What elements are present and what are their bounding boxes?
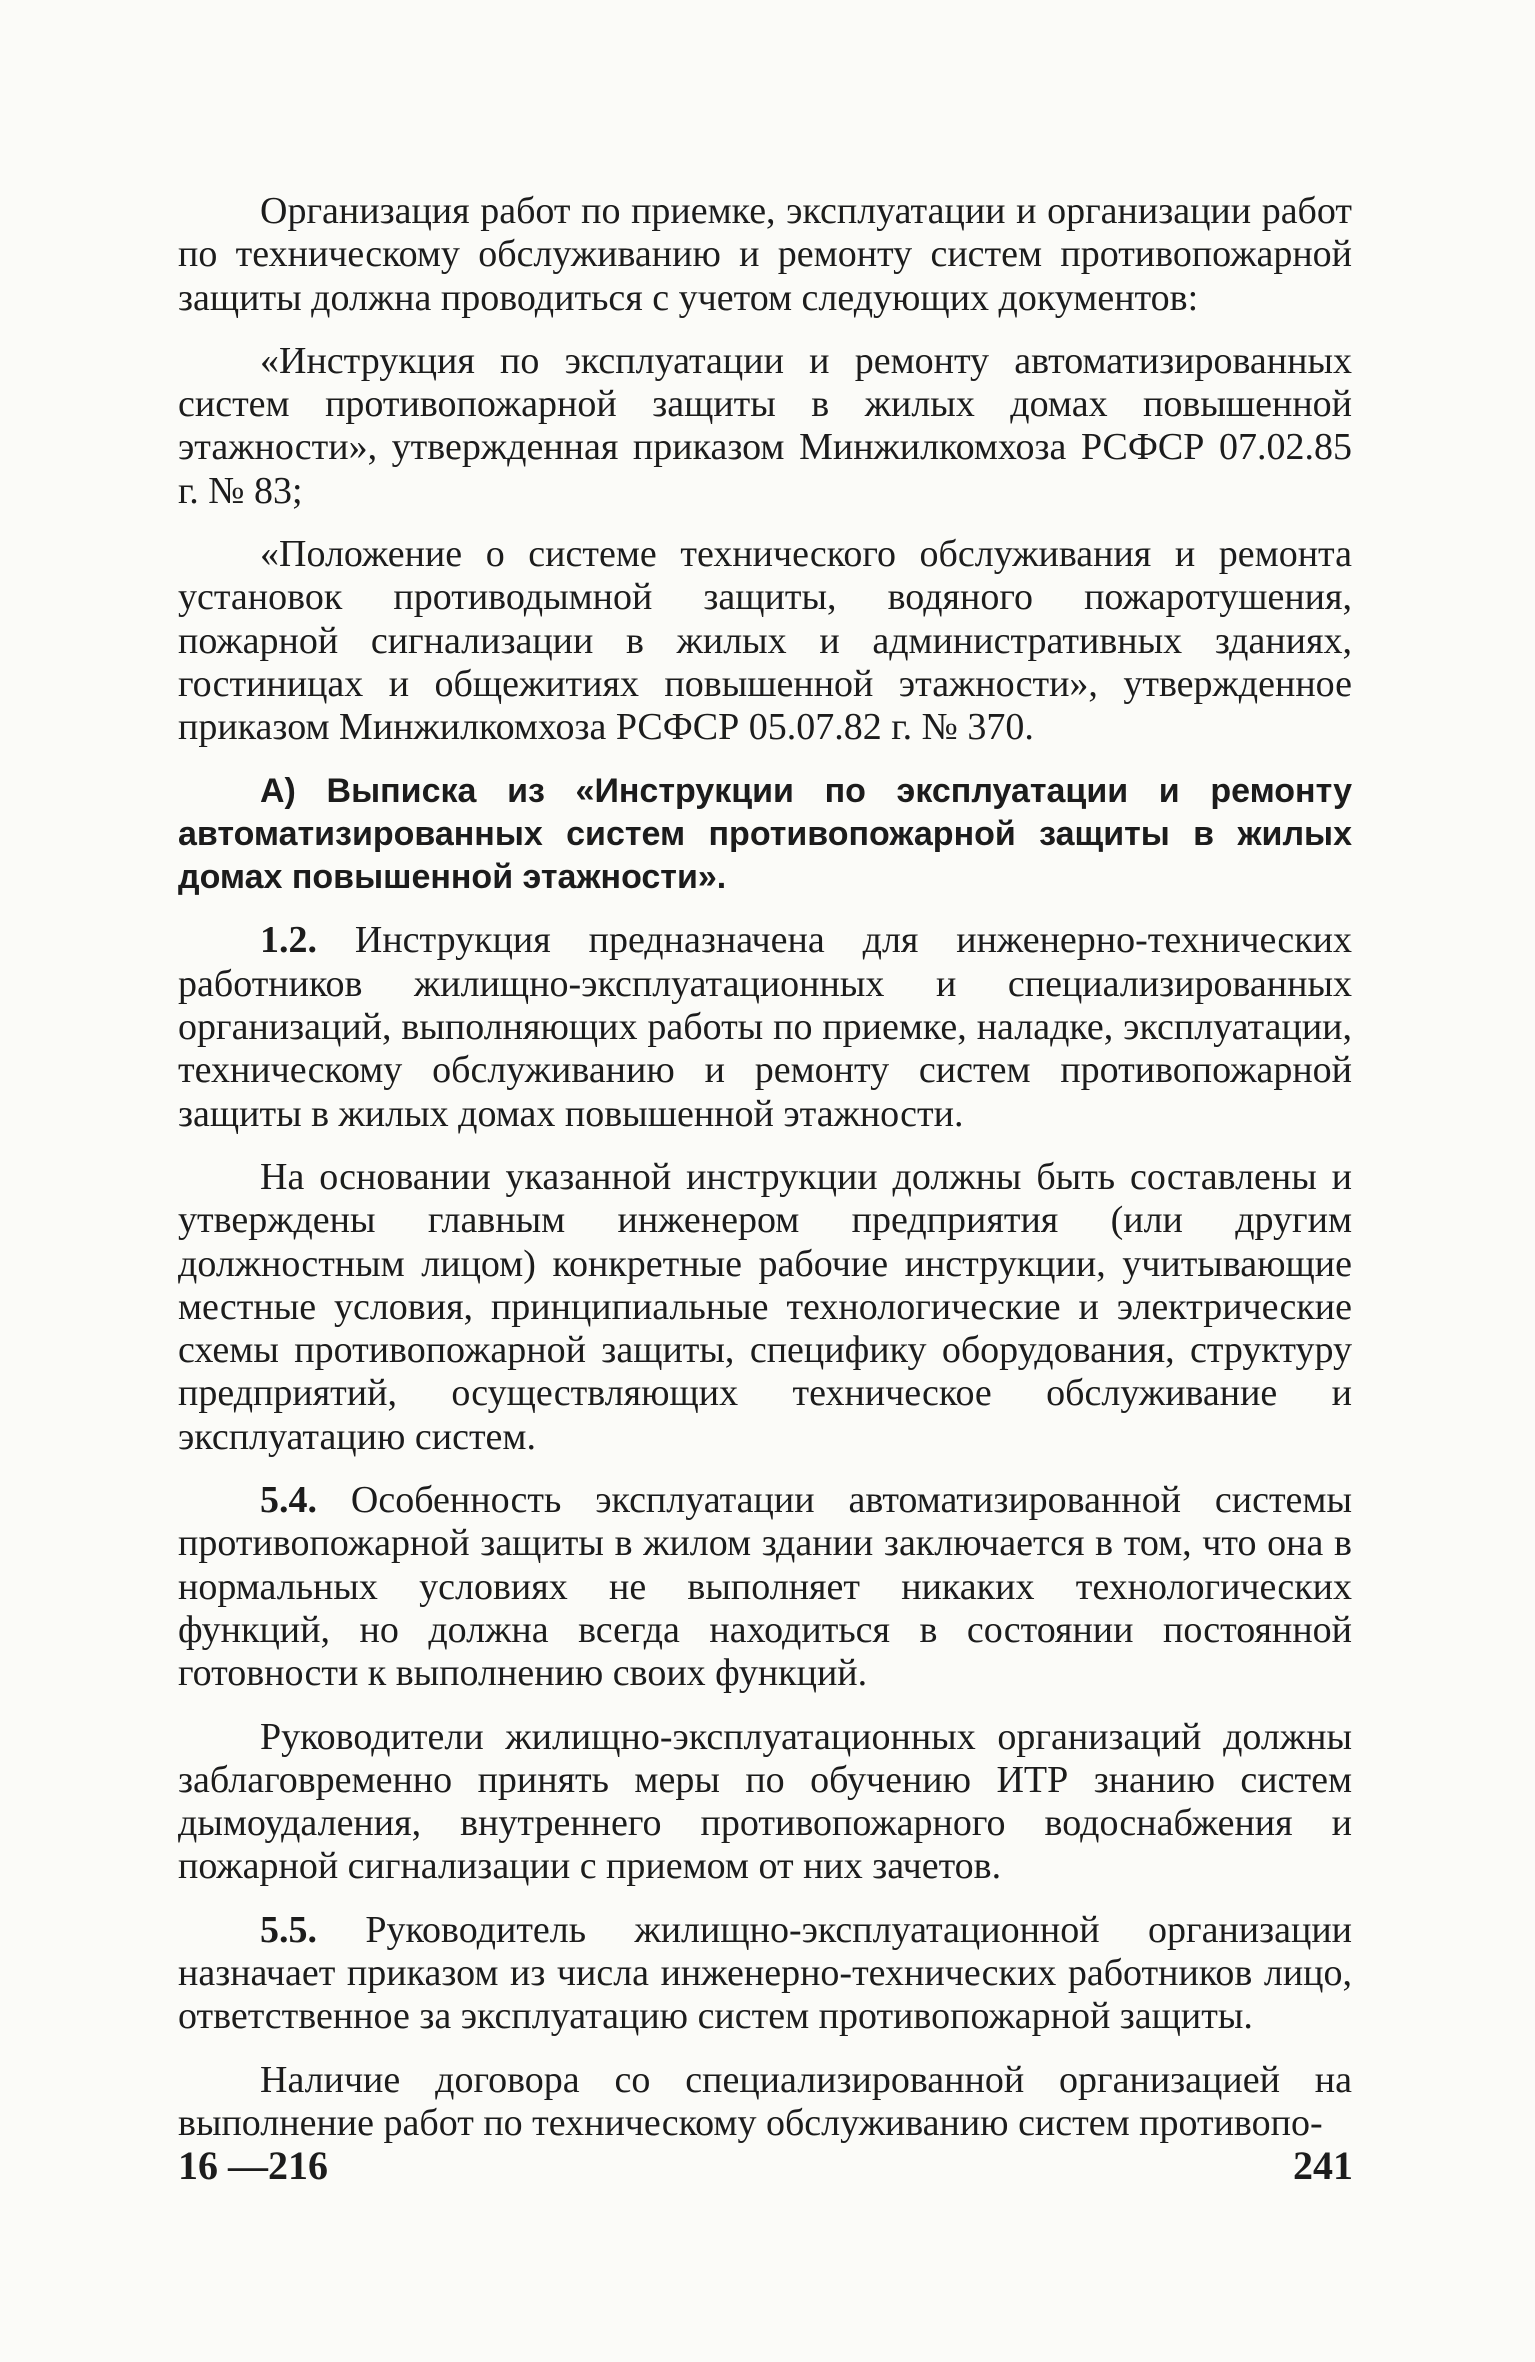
clause-5-5 [178,1909,1352,2039]
clause-5-4 [178,1479,1352,1695]
section-heading: А) Выписка из «Инструкции по эксплуатации и ремонту автоматизированных систем противопожарной защиты в жилых домах повышенной этажности». [178,771,1352,897]
clause-text: Инструкция предназначена для инженерно-технических работников жилищно-эксплуатационных и специализированных организаций, выполняющих работы по приемке, наладке, эксплуатации, техническому обслуживанию и ремонту систем противопожарной защиты в жилых домах повышенной этажности. [178,919,1352,1135]
paragraph-5-4-continued: Руководители жилищно-эксплуатационных организаций должны заблаговременно принять меры по обучению ИТР знанию систем дымоудаления, внутреннего противопожарного водоснабжения и пожарной сигнализации с приемом от них зачетов. [178,1715,1352,1888]
paragraph-document-1: «Инструкция по эксплуатации и ремонту автоматизированных систем противопожарной защиты в жилых домах повышенной этажности», утвержденная приказом Минжилкомхоза РСФСР 07.02.85 г. № 83; [178,339,1352,512]
clause-1-2 [178,919,1352,1135]
body-text [178,190,1352,2145]
page-number: 241 [1293,2143,1353,2188]
paragraph-document-2: «Положение о системе технического обслуживания и ремонта установок противодымной защиты, водяного пожаротушения, пожарной сигнализации в жилых и административных зданиях, гостиницах и общежитиях повышенной этажности», утвержденное приказом Минжилкомхоза РСФСР 05.07.82 г. № 370. [178,533,1352,749]
clause-number: 5.4. [260,1479,317,1522]
paragraph-1-2-continued: На основании указанной инструкции должны быть составлены и утверждены главным инженером предприятия (или другим должностным лицом) конкретные рабочие инструкции, учитывающие местные условия, принципиальные технологические и электрические схемы противопожарной защиты, специфику оборудования, структуру предприятий, осуществляющих техническое обслуживание и эксплуатацию систем. [178,1155,1352,1458]
paragraph-intro: Организация работ по приемке, эксплуатации и организации работ по техническому обслуживанию и ремонту систем противопожарной защиты должна проводиться с учетом следующих документов: [178,190,1352,319]
printer-signature: 16 —216 [178,2143,328,2188]
clause-text: Руководитель жилищно-эксплуатационной организации назначает приказом из числа инженерно-технических работников лицо, ответственное за эксплуатацию систем противопожарной защиты. [178,1908,1352,2038]
clause-text: Особенность эксплуатации автоматизированной системы противопожарной защиты в жилом здании заключается в том, что она в нормальных условиях не выполняет никаких технологических функций, но должна всегда находиться в состоянии постоянной готовности к выполнению своих функций. [178,1479,1352,1695]
clause-number: 5.5. [260,1908,317,1951]
clause-number: 1.2. [260,919,317,962]
paragraph-5-5-continued: Наличие договора со специализированной организацией на выполнение работ по техническому обслуживанию систем противопо- [178,2058,1352,2144]
